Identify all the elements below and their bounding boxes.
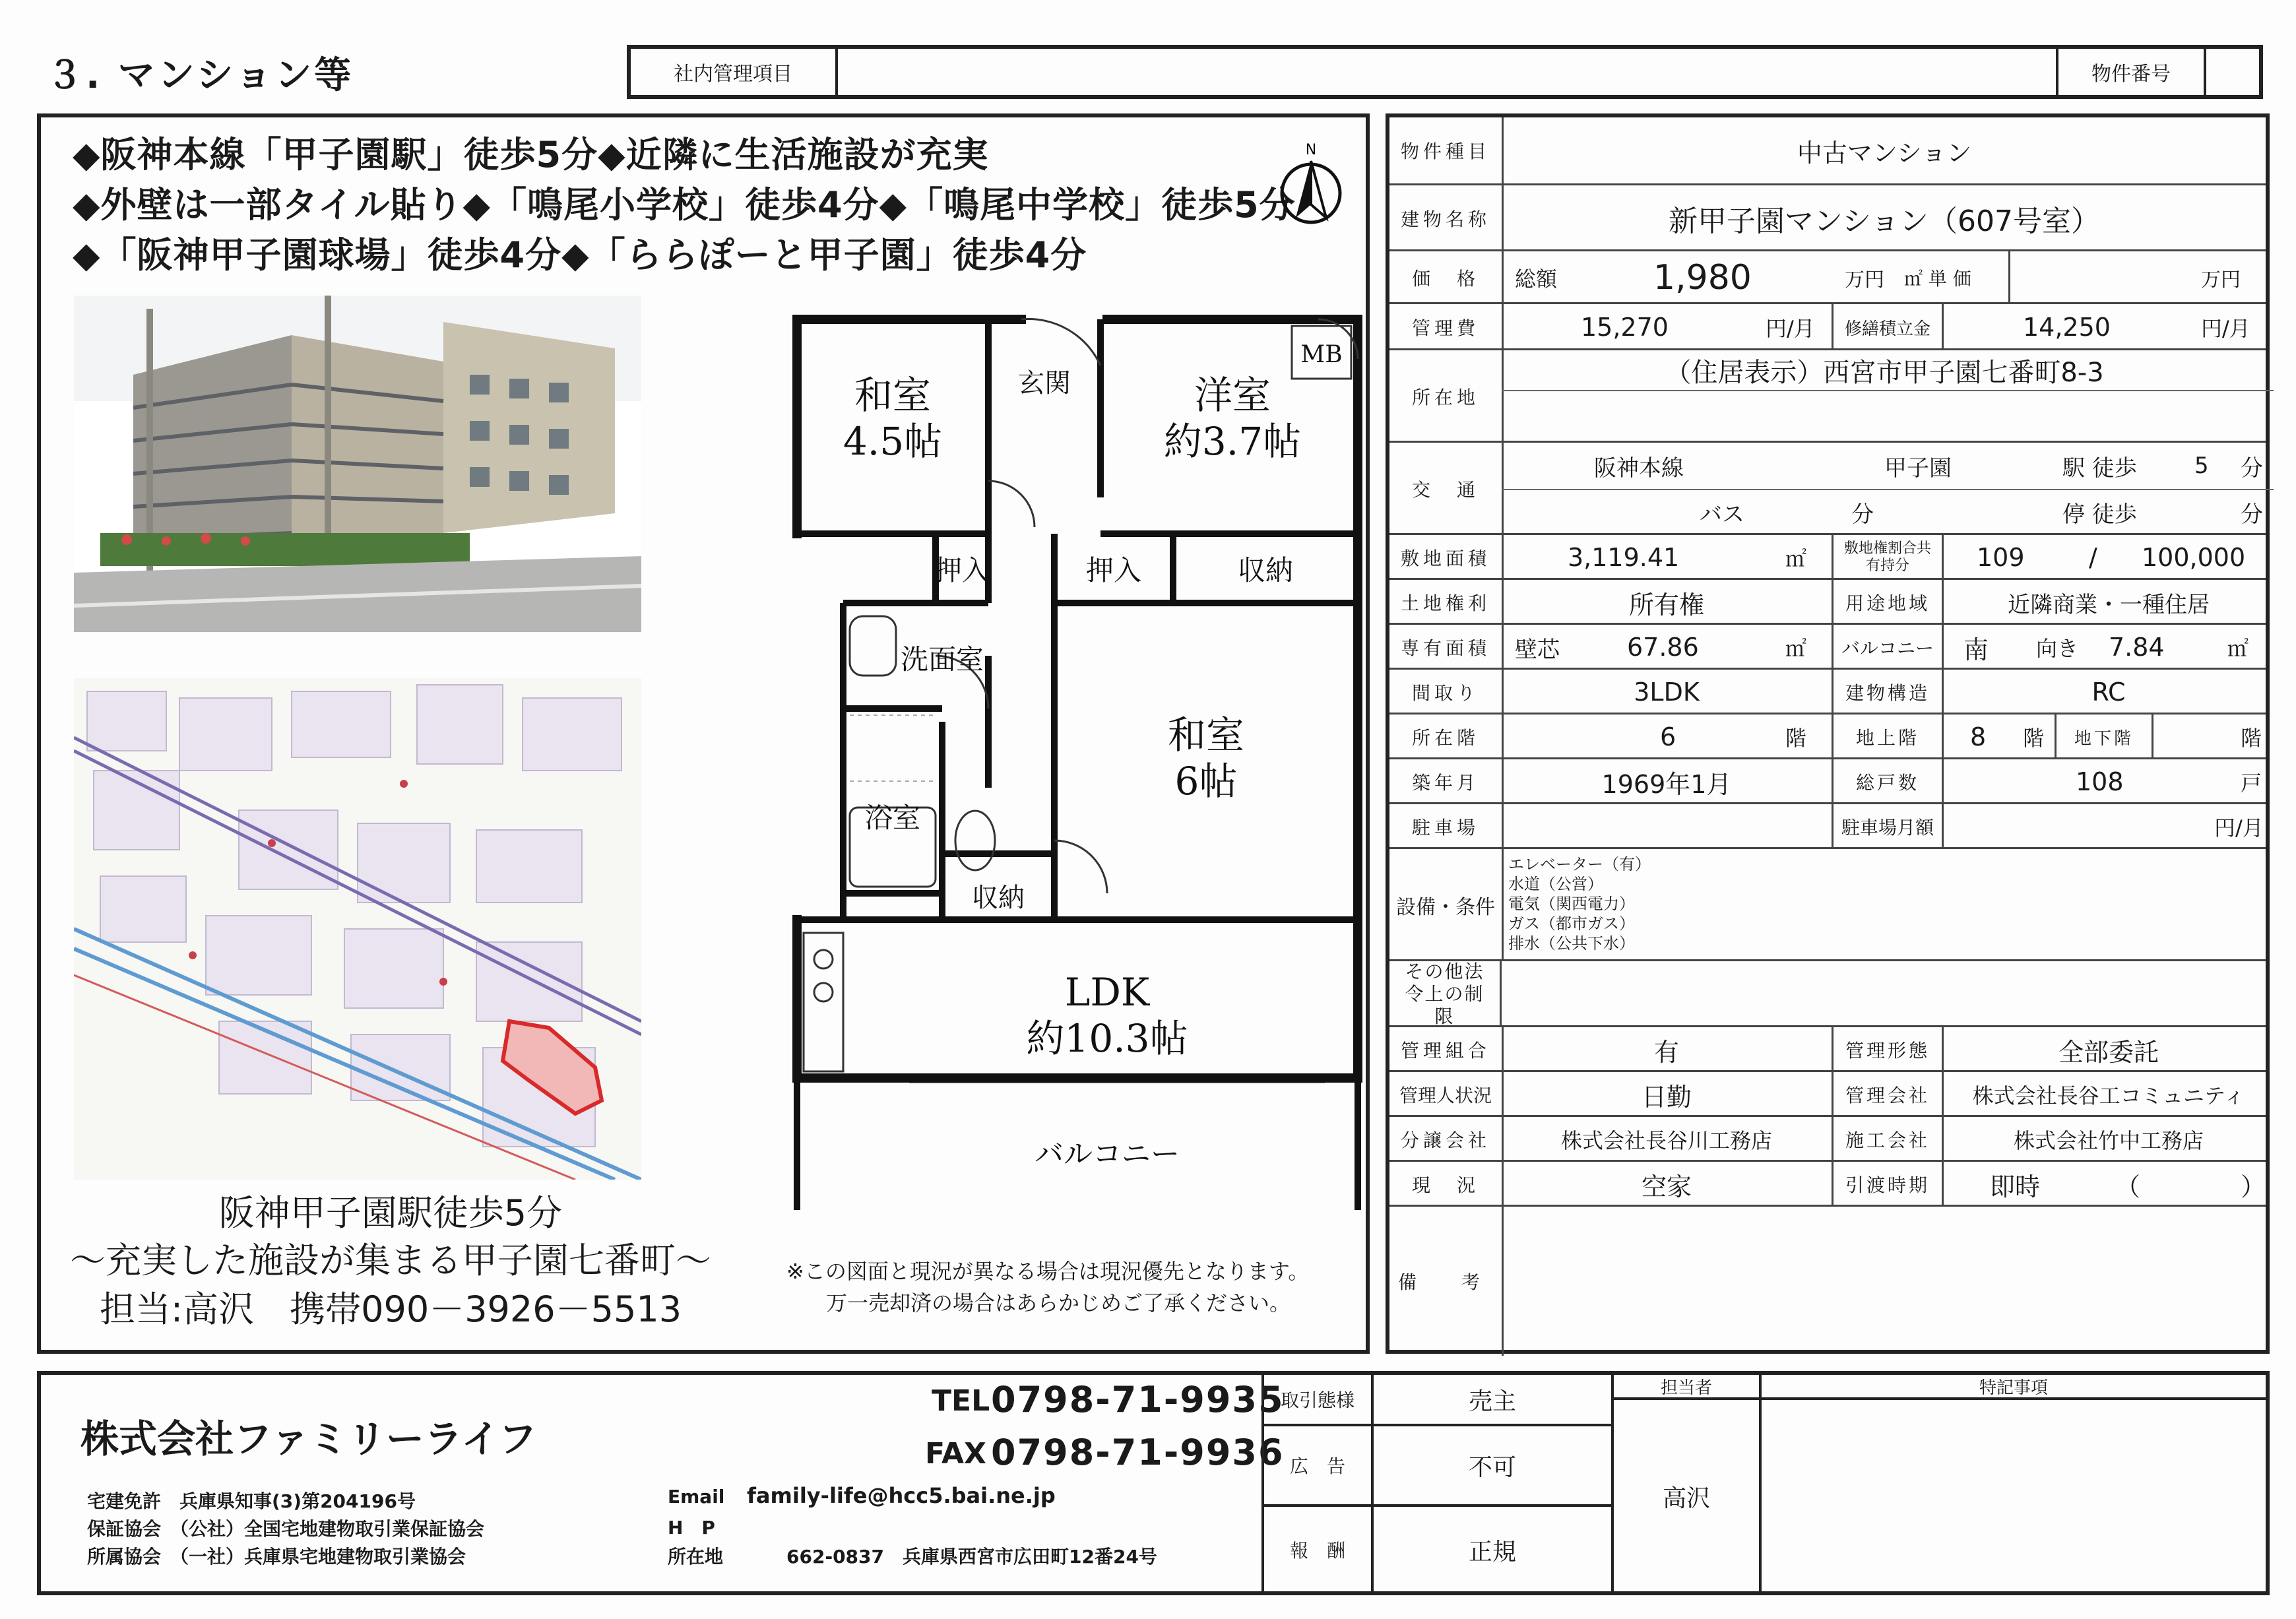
spec-union-label: 管理組合	[1389, 1027, 1504, 1072]
spec-zoning: 近隣商業・一種住居	[2008, 591, 2210, 618]
spec-manager-label: 管理人状況	[1389, 1072, 1504, 1117]
room-shuno-1: 収納	[1237, 554, 1294, 587]
spec-status-label: 現 況	[1389, 1162, 1504, 1207]
spec-price-unit: 万円	[1845, 269, 1884, 292]
spec-repair: 14,250	[2023, 313, 2111, 342]
company-footer	[37, 1371, 2270, 1595]
spec-below-unit: 階	[2241, 726, 2262, 751]
spec-bus-min-unit: 分	[1851, 501, 1874, 528]
spec-walk-min-unit: 分	[2241, 455, 2263, 482]
spec-balcony-label: バルコニー	[1832, 625, 1944, 670]
spec-remarks-label: 備 考	[1389, 1207, 1504, 1356]
room-balcony: バルコニー	[1035, 1137, 1180, 1171]
caption-area: ～充実した施設が集まる甲子園七番町～	[70, 1240, 711, 1281]
spec-seller: 株式会社長谷川工務店	[1560, 1128, 1772, 1153]
highlight-line-1: ◆阪神本線「甲子園駅」徒歩5分◆近隣に生活施設が充実	[73, 134, 989, 175]
spec-facilities-list	[1508, 854, 1651, 953]
building-photo	[74, 296, 641, 632]
spec-walk-min: 5	[2194, 453, 2209, 479]
company-address: 662-0837 兵庫県西宮市広田町12番24号	[786, 1546, 1157, 1568]
facility-item: 電気（関西電力）	[1508, 895, 1635, 913]
room-washitsu-6-size: 6帖	[1174, 759, 1238, 804]
spec-row-union	[1389, 1025, 2266, 1072]
spec-share-slash: /	[2089, 543, 2097, 572]
room-youshitsu: 洋室	[1194, 373, 1271, 418]
spec-line-name: 阪神本線	[1594, 455, 1684, 482]
area-map	[74, 678, 641, 1180]
spec-structure: RC	[2091, 678, 2126, 707]
company-association: 所属協会 （一社）兵庫県宅地建物取引業協会	[87, 1546, 466, 1568]
spec-row-remarks	[1389, 1205, 2266, 1356]
room-youshitsu-size: 約3.7帖	[1163, 419, 1302, 464]
spec-zoning-label: 用途地域	[1832, 580, 1944, 625]
management-header	[627, 45, 2263, 99]
spec-legal-label: その他法令上の制限	[1389, 961, 1502, 1027]
company-name: 株式会社ファミリーライフ	[80, 1416, 537, 1461]
spec-row-manager	[1389, 1070, 2266, 1117]
spec-below-label: 地下階	[2055, 714, 2153, 759]
spec-station: 甲子園	[1884, 455, 1952, 482]
spec-units-unit: 戸	[2241, 771, 2262, 796]
spec-name-value: 新甲子園マンション（607号室）	[1668, 205, 2100, 238]
fee-value: 正規	[1468, 1538, 1516, 1566]
spec-mgmt-company-label: 管理会社	[1832, 1072, 1944, 1117]
spec-price-total-label: 総額	[1515, 267, 1558, 292]
fax-number: 0798-71-9936	[991, 1432, 1285, 1473]
tel-number[interactable]: 0798-71-9935	[991, 1379, 1285, 1420]
spec-row-seller	[1389, 1115, 2266, 1162]
spec-share-num: 109	[1977, 543, 2025, 572]
ad-value: 不可	[1468, 1453, 1516, 1481]
north-compass-icon	[1275, 137, 1347, 230]
spec-mgmt-company: 株式会社長谷工コミュニティ	[1972, 1083, 2245, 1108]
spec-union: 有	[1653, 1037, 1679, 1067]
spec-traffic-label: 交 通	[1389, 443, 1504, 535]
spec-builder: 株式会社竹中工務店	[2013, 1128, 2204, 1153]
room-oshiire-1: 押入	[934, 554, 990, 587]
spec-row-floor	[1389, 713, 2266, 759]
spec-repair-unit: 円/月	[2201, 316, 2250, 341]
spec-floor-area-type: 壁芯	[1515, 636, 1560, 663]
room-genkan: 玄関	[1018, 368, 1071, 398]
caption-contact: 担当:高沢 携帯090－3926－5513	[99, 1288, 682, 1330]
email-label: Email	[668, 1486, 725, 1508]
spec-above-unit: 階	[2023, 726, 2045, 751]
room-mb: MB	[1300, 341, 1343, 368]
spec-parking-label: 駐車場	[1389, 804, 1504, 849]
spec-station-walk-label: 駅 徒歩	[2062, 455, 2137, 482]
spec-row-land	[1389, 578, 2266, 625]
spec-type-label: 物件種目	[1389, 117, 1504, 183]
spec-mgmt-fee: 15,270	[1581, 313, 1669, 342]
property-spec-table	[1386, 113, 2270, 1354]
fax-label: FAX	[925, 1437, 986, 1471]
spec-stop-walk-label: 停 徒歩	[2062, 501, 2137, 528]
spec-facilities-label: 設備・条件	[1389, 849, 1504, 961]
spec-share-label: 敷地権割合共有持分	[1832, 535, 1944, 580]
highlight-line-3: ◆「阪神甲子園球場」徒歩4分◆「ららぽーと甲子園」徒歩4分	[73, 234, 1087, 276]
hp-label: H P	[668, 1517, 715, 1539]
spec-row-layout	[1389, 668, 2266, 714]
internal-management-value	[838, 49, 2131, 95]
facility-item: エレベーター（有）	[1508, 855, 1651, 873]
spec-site-area: 3,119.41	[1568, 543, 1680, 572]
spec-site-area-label: 敷地面積	[1389, 535, 1504, 580]
spec-row-fees	[1389, 302, 2266, 350]
spec-address: （住居表示）西宮市甲子園七番町8-3	[1665, 357, 2104, 388]
spec-row-traffic	[1389, 441, 2266, 535]
spec-mgmt-type: 全部委託	[2058, 1037, 2159, 1067]
staff-name: 高沢	[1662, 1484, 1710, 1512]
special-notes-label: 特記事項	[1979, 1378, 2048, 1398]
room-washitsu-6: 和室	[1167, 713, 1245, 757]
spec-address-label: 所在地	[1389, 350, 1504, 443]
floor-plan	[777, 260, 1371, 1210]
caption-station: 阪神甲子園駅徒歩5分	[218, 1192, 563, 1234]
spec-land-right-label: 土地権利	[1389, 580, 1504, 625]
room-oshiire-2: 押入	[1085, 554, 1142, 587]
room-ldk: LDK	[1064, 970, 1150, 1015]
spec-handover-paren: （ ）	[2115, 1172, 2266, 1201]
spec-built-label: 築年月	[1389, 759, 1504, 804]
ad-label: 広 告	[1289, 1455, 1345, 1477]
fee-label: 報 酬	[1289, 1540, 1345, 1562]
room-shuno-2: 収納	[972, 883, 1025, 913]
spec-type-value: 中古マンション	[1797, 138, 1972, 168]
spec-price-per-m2-unit: 万円	[2201, 269, 2241, 292]
spec-row-floor-area	[1389, 623, 2266, 670]
spec-row-facilities	[1389, 847, 2266, 961]
plan-note-1: ※この図面と現況が異なる場合は現況優先となります。	[786, 1259, 1310, 1284]
spec-handover: 即時	[1990, 1172, 2041, 1201]
email-address[interactable]: family-life@hcc5.bai.ne.jp	[747, 1483, 1056, 1508]
internal-management-label: 社内管理項目	[674, 63, 792, 86]
spec-above-label: 地上階	[1832, 714, 1944, 759]
spec-balcony-area: 7.84	[2109, 633, 2165, 662]
spec-row-name	[1389, 183, 2266, 251]
spec-balcony-dir: 南	[1963, 635, 1989, 664]
room-washitsu-4.5-size: 4.5帖	[843, 419, 943, 464]
plan-note-2: 万一売却済の場合はあらかじめご了承ください。	[826, 1290, 1291, 1316]
property-number-label: 物件番号	[2091, 63, 2171, 86]
property-overview-panel	[37, 113, 1370, 1354]
spec-row-legal	[1389, 959, 2266, 1027]
room-yokushitsu: 浴室	[864, 802, 921, 834]
facility-item: 排水（公共下水）	[1508, 934, 1635, 953]
spec-handover-label: 引渡時期	[1832, 1162, 1944, 1207]
spec-mgmt-type-label: 管理形態	[1832, 1027, 1944, 1072]
spec-repair-label: 修繕積立金	[1832, 304, 1944, 350]
spec-status: 空家	[1641, 1172, 1692, 1201]
spec-units: 108	[2076, 767, 2124, 796]
facility-item: 水道（公営）	[1508, 875, 1603, 893]
compass-label: N	[1305, 142, 1317, 158]
spec-floor-area-unit: ㎡	[1785, 636, 1807, 661]
room-ldk-size: 約10.3帖	[1026, 1016, 1188, 1061]
spec-price-label: 価 格	[1389, 251, 1504, 304]
spec-floor-area: 67.86	[1627, 633, 1699, 662]
company-license: 宅建免許 兵庫県知事(3)第204196号	[87, 1490, 416, 1512]
deal-type-label: 取引態様	[1280, 1389, 1355, 1411]
spec-structure-label: 建物構造	[1832, 670, 1944, 714]
spec-row-address	[1389, 348, 2266, 443]
spec-layout-label: 間取り	[1389, 670, 1504, 714]
spec-land-right: 所有権	[1628, 590, 1704, 619]
spec-share-den: 100,000	[2142, 543, 2246, 572]
room-washitsu-4.5: 和室	[854, 373, 932, 418]
spec-mgmt-fee-unit: 円/月	[1766, 316, 1815, 341]
section-title: ３. マンション等	[46, 54, 354, 97]
spec-row-price	[1389, 249, 2266, 304]
spec-above: 8	[1970, 722, 1987, 751]
company-guarantee: 保証協会 （公社）全国宅地建物取引業保証協会	[87, 1518, 485, 1540]
address-label: 所在地	[668, 1546, 724, 1568]
spec-units-label: 総戸数	[1832, 759, 1944, 804]
spec-site-area-unit: ㎡	[1785, 546, 1807, 571]
spec-parking-fee-unit: 円/月	[2214, 815, 2264, 841]
spec-bus-label: バス	[1700, 501, 1744, 528]
spec-layout: 3LDK	[1634, 678, 1700, 707]
spec-row-parking	[1389, 802, 2266, 849]
spec-seller-label: 分譲会社	[1389, 1117, 1504, 1162]
spec-floor-area-label: 専有面積	[1389, 625, 1504, 670]
spec-price-total: 1,980	[1653, 258, 1752, 298]
facility-item: ガス（都市ガス）	[1508, 914, 1635, 933]
spec-floor: 6	[1660, 722, 1676, 751]
spec-balcony-unit: ㎡	[2227, 636, 2249, 661]
spec-row-built	[1389, 757, 2266, 804]
spec-builder-label: 施工会社	[1832, 1117, 1944, 1162]
spec-row-status	[1389, 1160, 2266, 1207]
spec-parking-fee-label: 駐車場月額	[1832, 804, 1944, 849]
spec-row-site	[1389, 533, 2266, 580]
spec-stop-min-unit: 分	[2241, 501, 2263, 528]
spec-manager: 日勤	[1641, 1082, 1692, 1112]
spec-built: 1969年1月	[1601, 769, 1732, 799]
spec-balcony-dir-label: 向き	[2036, 636, 2079, 661]
staff-label: 担当者	[1660, 1378, 1712, 1398]
spec-price-per-m2-label: ㎡ 単 価	[1904, 268, 1971, 290]
spec-mgmt-fee-label: 管理費	[1389, 304, 1504, 350]
spec-floor-label: 所在階	[1389, 714, 1504, 759]
tel-label: TEL	[932, 1384, 990, 1418]
room-senmenshitsu: 洗面室	[900, 643, 984, 676]
spec-name-label: 建物名称	[1389, 185, 1504, 251]
spec-floor-unit: 階	[1785, 726, 1807, 751]
highlight-line-2: ◆外壁は一部タイル貼り◆「鳴尾小学校」徒歩4分◆「鳴尾中学校」徒歩5分	[73, 184, 1296, 226]
spec-row-type	[1389, 117, 2266, 183]
deal-type: 売主	[1468, 1387, 1516, 1415]
